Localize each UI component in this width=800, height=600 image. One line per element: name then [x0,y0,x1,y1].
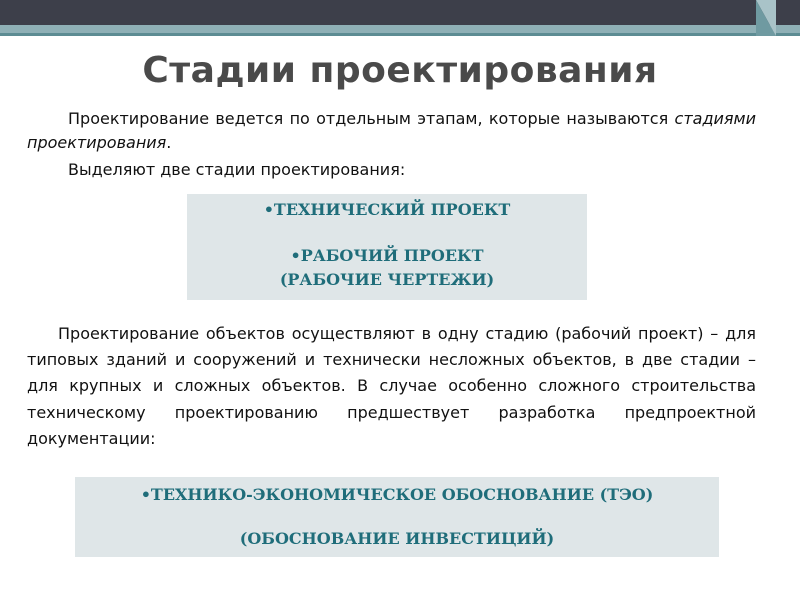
investment-justification-note: (ОБОСНОВАНИЕ ИНВЕСТИЦИЙ) [239,529,555,548]
header-bar-dark [0,0,800,25]
header-bar-teal [0,25,800,33]
intro-text-end: . [166,133,172,152]
stages-lead-text: Выделяют две стадии проектирования: [68,160,406,179]
pre-design-box [75,477,719,557]
stage-item-working-project-note: (РАБОЧИЕ ЧЕРТЕЖИ) [279,270,495,289]
design-stages-box [187,194,587,300]
stage-item-technical-project: •ТЕХНИЧЕСКИЙ ПРОЕКТ [263,200,511,219]
slide-title: Стадии проектирования [142,50,658,91]
intro-text-start: Проектирование ведется по отдельным этапам, которые называются [68,109,675,128]
stage-item-working-project: •РАБОЧИЙ ПРОЕКТ [290,246,484,265]
feasibility-study-item: •ТЕХНИКО-ЭКОНОМИЧЕСКОЕ ОБОСНОВАНИЕ (ТЭО) [140,485,654,504]
intro-paragraph [27,107,756,155]
intro-emphasis: стадиями проектирования [27,109,756,152]
body-paragraph: Проектирование объектов осуществляют в одну стадию (рабочий проект) – для типовых зданий и сооружений и технически несложных объектов, в две стадии – для крупных и сложных объектов. В случае особенно сложного строительства техническому проектированию предшествует разработка предпроектной документации: [27,324,756,448]
corner-fold-decoration [756,0,776,36]
header-bar-accent [0,33,800,36]
